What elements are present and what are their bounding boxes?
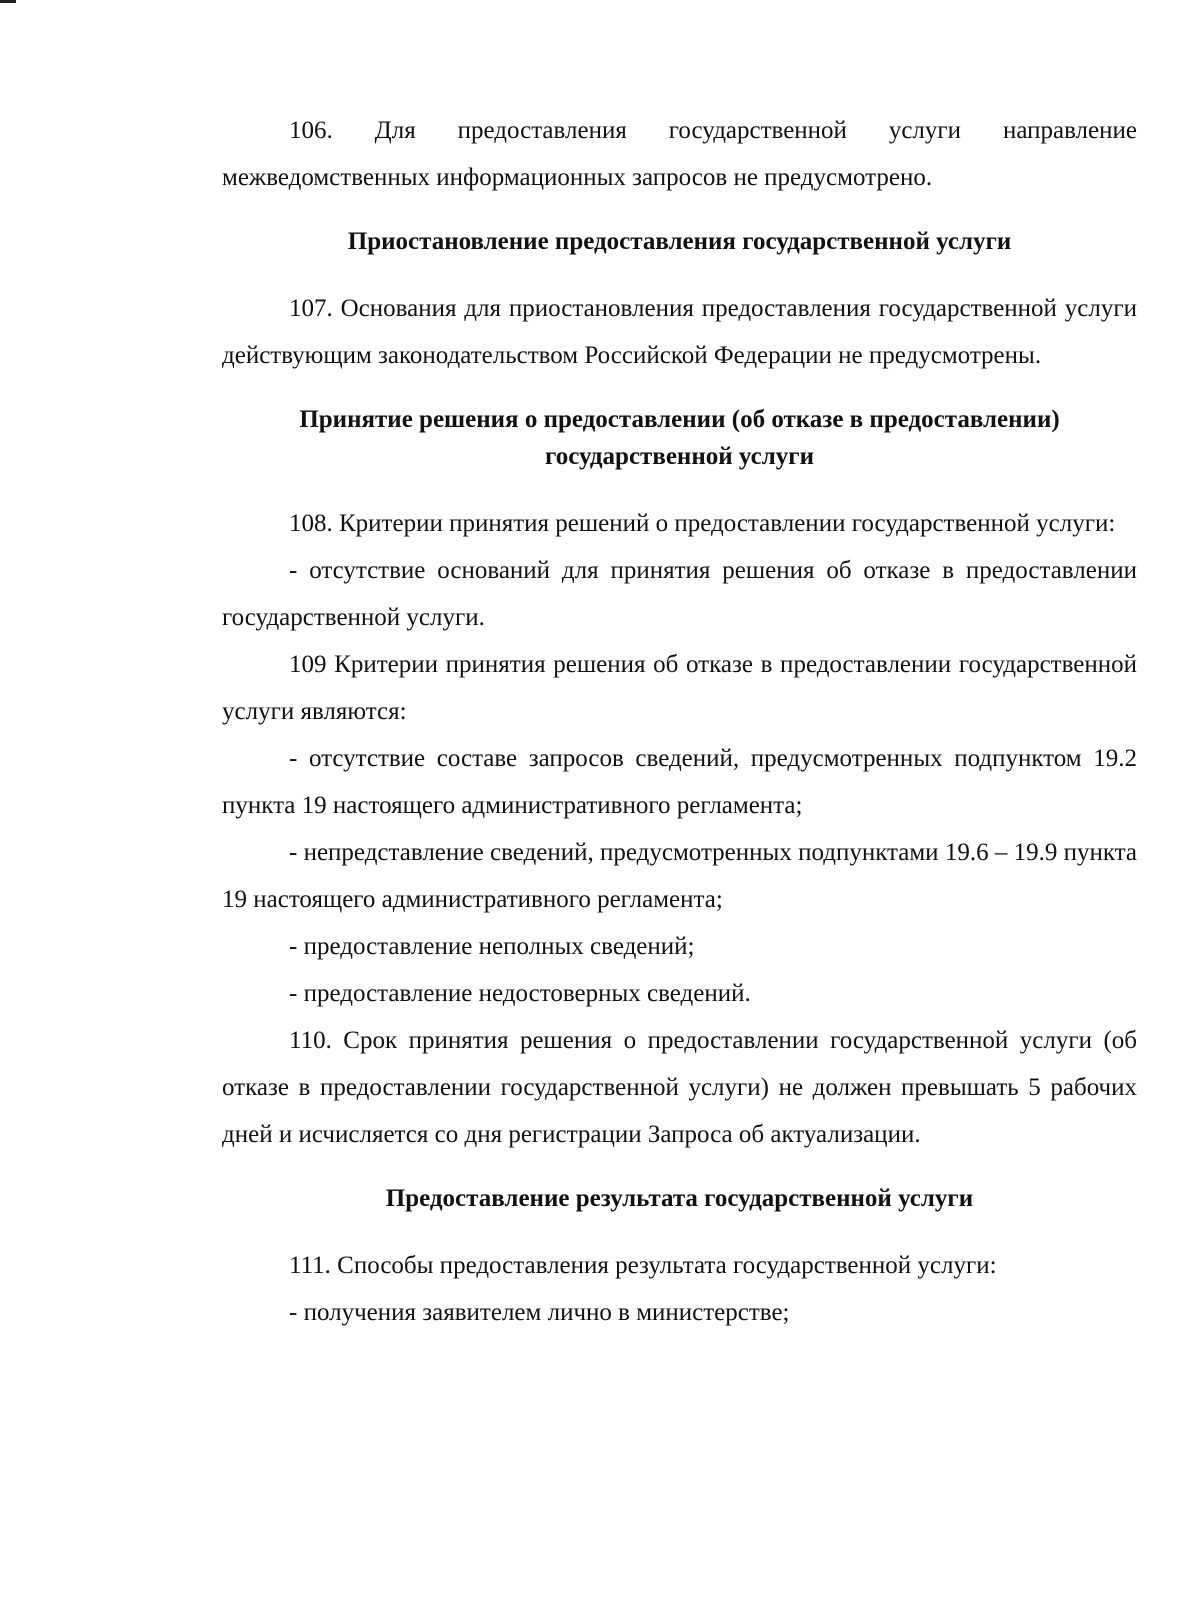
- document-body: [222, 107, 1137, 1336]
- paragraph-108: 108. Критерии принятия решений о предоставлении государственной услуги:: [289, 510, 1116, 537]
- list-item-108-1: - отсутствие оснований для принятия решения об отказе в предоставлении государственной услуги.: [222, 557, 1137, 631]
- heading-decision: Принятие решения о предоставлении (об отказе в предоставлении) государственной услуги: [299, 406, 1060, 470]
- paragraph-110: 110. Срок принятия решения о предоставлении государственной услуги (об отказе в предоставлении государственной услуги) не должен превышать 5 рабочих дней и исчисляется со дня регистрации Запроса об актуализации.: [222, 1027, 1137, 1148]
- scan-corner-mark: [0, 0, 16, 3]
- list-item-111-1: - получения заявителем лично в министерстве;: [289, 1299, 790, 1326]
- list-item-109-4: - предоставление недостоверных сведений.: [289, 980, 751, 1007]
- paragraph-109: 109 Критерии принятия решения об отказе в предоставлении государственной услуги являются:: [222, 651, 1137, 725]
- list-item-109-1: - отсутствие составе запросов сведений, предусмотренных подпунктом 19.2 пункта 19 настоящего административного регламента;: [222, 745, 1137, 819]
- paragraph-106: 106. Для предоставления государственной услуги направление межведомственных информационных запросов не предусмотрено.: [222, 117, 1137, 191]
- list-item-109-2: - непредставление сведений, предусмотренных подпунктами 19.6 – 19.9 пункта 19 настоящего административного регламента;: [222, 839, 1137, 913]
- list-item-109-3: - предоставление неполных сведений;: [289, 933, 695, 960]
- paragraph-107: 107. Основания для приостановления предоставления государственной услуги действующим законодательством Российской Федерации не предусмотрены.: [222, 295, 1137, 369]
- paragraph-111: 111. Способы предоставления результата государственной услуги:: [289, 1252, 997, 1279]
- heading-suspension: Приостановление предоставления государственной услуги: [347, 228, 1012, 255]
- heading-result: Предоставление результата государственной услуги: [385, 1185, 974, 1212]
